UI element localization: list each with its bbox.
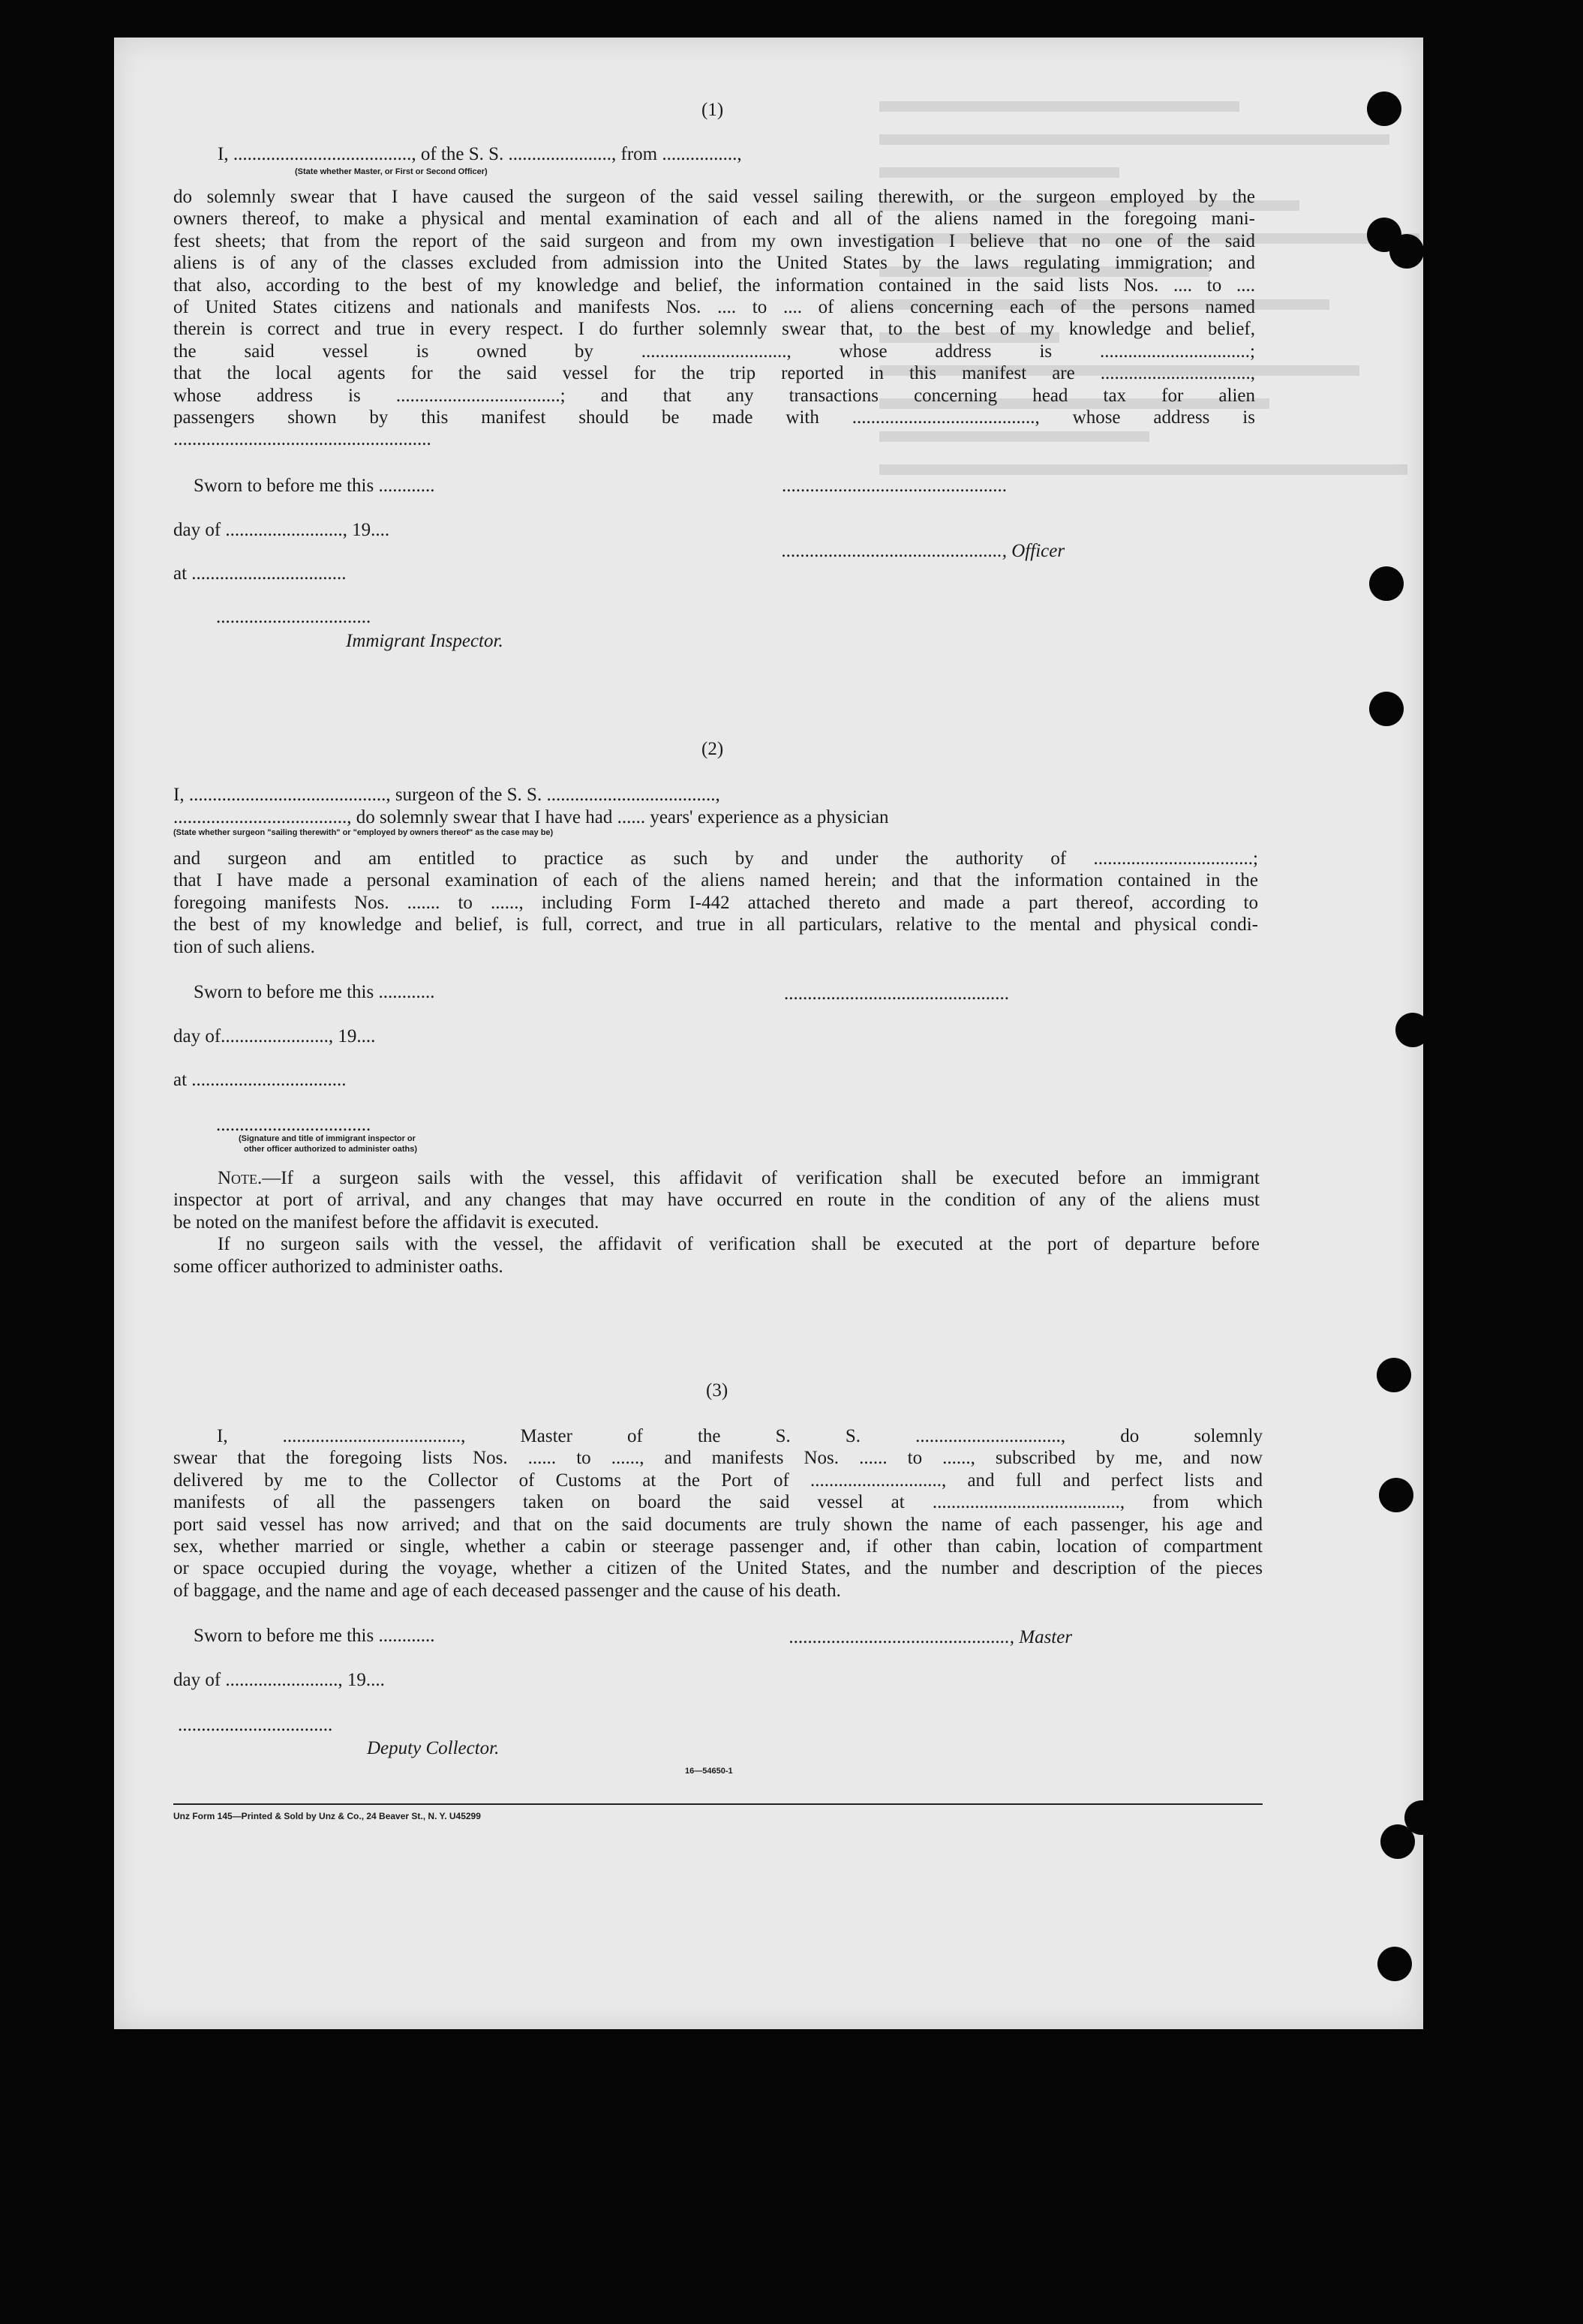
note-line: inspector at port of arrival, and any changes that may have occurred en route in the condition of any of the aliens must — [173, 1190, 1260, 1211]
oath-line: the said vessel is owned by ..............................., whose address is ................................; — [173, 341, 1255, 362]
officer-rank-note: (State whether Master, or First or Second Officer) — [295, 167, 488, 176]
oath-line: therein is correct and true in every respect. I do further solemnly swear that, to the best of my knowledge and belief, — [173, 319, 1255, 340]
section-2-at: at ................................. — [173, 1070, 347, 1090]
section-1-right-dots: ................................................ — [782, 476, 1007, 496]
section-1-sworn: Sworn to before me this ............ — [194, 476, 435, 496]
oath-line: sex, whether married or single, whether a cabin or steerage passenger and, if other than cabin, location of compartment — [173, 1536, 1263, 1557]
signature-note-line2: other officer authorized to administer oaths) — [244, 1145, 418, 1154]
note-text: —If a surgeon sails with the vessel, this affidavit of verification shall be executed before an immigrant — [262, 1168, 1260, 1188]
section-3-master-line: ..............................................., Master — [789, 1627, 1073, 1647]
oath-line: tion of such aliens. — [173, 936, 315, 957]
section-1-inspector-dots: ................................. — [216, 607, 371, 627]
oath-line: foregoing manifests Nos. ....... to ......, including Form I-442 attached thereto and made a part thereof, according to — [173, 892, 1258, 913]
note-line: If no surgeon sails with the vessel, the affidavit of verification shall be executed at the port of departure before — [218, 1234, 1260, 1255]
oath-line: that also, according to the best of my knowledge and belief, the information contained in the said lists Nos. .... to .... — [173, 275, 1255, 296]
section-3-sworn: Sworn to before me this ............ — [194, 1626, 435, 1646]
section-2-number: (2) — [701, 739, 724, 759]
punch-hole — [1395, 1013, 1430, 1047]
oath-line: of United States citizens and nationals and manifests Nos. .... to .... of aliens concerning each of the persons named — [173, 297, 1255, 318]
oath-line: or space occupied during the voyage, whether a citizen of the United States, and the number and description of the pieces — [173, 1558, 1263, 1579]
oath-line: ....................................................... — [173, 429, 431, 450]
punch-hole — [1389, 234, 1424, 269]
oath-line: and surgeon and am entitled to practice as such by and under the authority of ..................................; — [173, 848, 1258, 869]
note-line: be noted on the manifest before the affidavit is executed. — [173, 1212, 599, 1233]
punch-hole — [1367, 92, 1401, 126]
deputy-collector-label: Deputy Collector. — [367, 1738, 500, 1758]
oath-line: owners thereof, to make a physical and mental examination of each and all of the aliens named in the foregoing mani- — [173, 209, 1255, 230]
section-1-number: (1) — [701, 100, 724, 120]
oath-line: fest sheets; that from the report of the said surgeon and from my own investigation I believe that no one of the said — [173, 230, 1255, 251]
section-2-second-line: ....................................., do solemnly swear that I have had ...... years' experience as a physician — [173, 807, 889, 827]
section-3-number: (3) — [706, 1380, 728, 1401]
oath-line: that I have made a personal examination of each of the aliens named herein; and that the information contained in the — [173, 870, 1258, 891]
oath-line: that the local agents for the said vessel for the trip reported in this manifest are ................................, — [173, 363, 1255, 384]
note-paragraph — [173, 1167, 1260, 1278]
section-2-right-dots: ................................................ — [784, 983, 1009, 1004]
footer-rule — [173, 1803, 1263, 1805]
section-2-first-line: I, .........................................., surgeon of the S. S. ...................................., — [173, 785, 720, 805]
punch-hole — [1369, 692, 1404, 726]
section-2-signature-dots: ................................. — [216, 1115, 371, 1135]
punch-hole — [1380, 1824, 1415, 1859]
immigrant-inspector-label: Immigrant Inspector. — [346, 631, 503, 651]
punch-hole — [1377, 1358, 1411, 1392]
note-line: some officer authorized to administer oaths. — [173, 1256, 503, 1277]
punch-hole — [1377, 1947, 1412, 1981]
section-2-oath — [173, 848, 1258, 958]
section-1-officer-line: ..............................................., Officer — [782, 541, 1065, 561]
section-1-at: at ................................. — [173, 563, 347, 584]
section-3-deputy-dots: ................................. — [178, 1715, 333, 1735]
oath-line: the best of my knowledge and belief, is full, correct, and true in all particulars, relative to the mental and physical condi- — [173, 914, 1258, 935]
section-1-oath — [173, 186, 1255, 451]
section-1-day: day of ........................., 19.... — [173, 520, 390, 540]
note-label: Note. — [218, 1168, 263, 1188]
section-2-day: day of......................., 19.... — [173, 1026, 376, 1046]
section-3-oath — [173, 1425, 1263, 1602]
section-1-first-line: I, ......................................, of the S. S. ......................, from ................, — [218, 144, 742, 164]
oath-line: port said vessel has now arrived; and that on the said documents are truly shown the name of each passenger, his age and — [173, 1514, 1263, 1535]
oath-line: do solemnly swear that I have caused the surgeon of the said vessel sailing therewith, or the surgeon employed by the — [173, 187, 1255, 207]
oath-line: passengers shown by this manifest should be made with ......................................., whose address is — [173, 407, 1255, 428]
oath-line: I, ......................................, Master of the S. S. ..............................., do solemnly — [217, 1426, 1263, 1446]
oath-line: aliens is of any of the classes excluded from admission into the United States by the laws regulating immigration; and — [173, 253, 1255, 274]
oath-line: of baggage, and the name and age of each deceased passenger and the cause of his death. — [173, 1580, 841, 1601]
oath-line: manifests of all the passengers taken on board the said vessel at ........................................, from which — [173, 1492, 1263, 1513]
punch-hole — [1379, 1478, 1413, 1512]
section-2-sworn: Sworn to before me this ............ — [194, 982, 435, 1002]
oath-line: whose address is ...................................; and that any transactions concerning head tax for alien — [173, 385, 1255, 406]
surgeon-type-note: (State whether surgeon "sailing therewith" or "employed by owners thereof" as the case may be) — [173, 828, 554, 837]
signature-note-line1: (Signature and title of immigrant inspector or — [239, 1134, 416, 1143]
oath-line: delivered by me to the Collector of Customs at the Port of ............................, and full and perfect lists and — [173, 1470, 1263, 1491]
printer-imprint: Unz Form 145—Printed & Sold by Unz & Co., 24 Beaver St., N. Y. U45299 — [173, 1811, 481, 1821]
punch-hole — [1369, 566, 1404, 601]
section-3-day: day of ........................, 19.... — [173, 1670, 385, 1690]
oath-line: swear that the foregoing lists Nos. ...... to ......, and manifests Nos. ...... to ......, subscribed by me, and now — [173, 1448, 1263, 1469]
form-code: 16—54650-1 — [685, 1767, 733, 1776]
